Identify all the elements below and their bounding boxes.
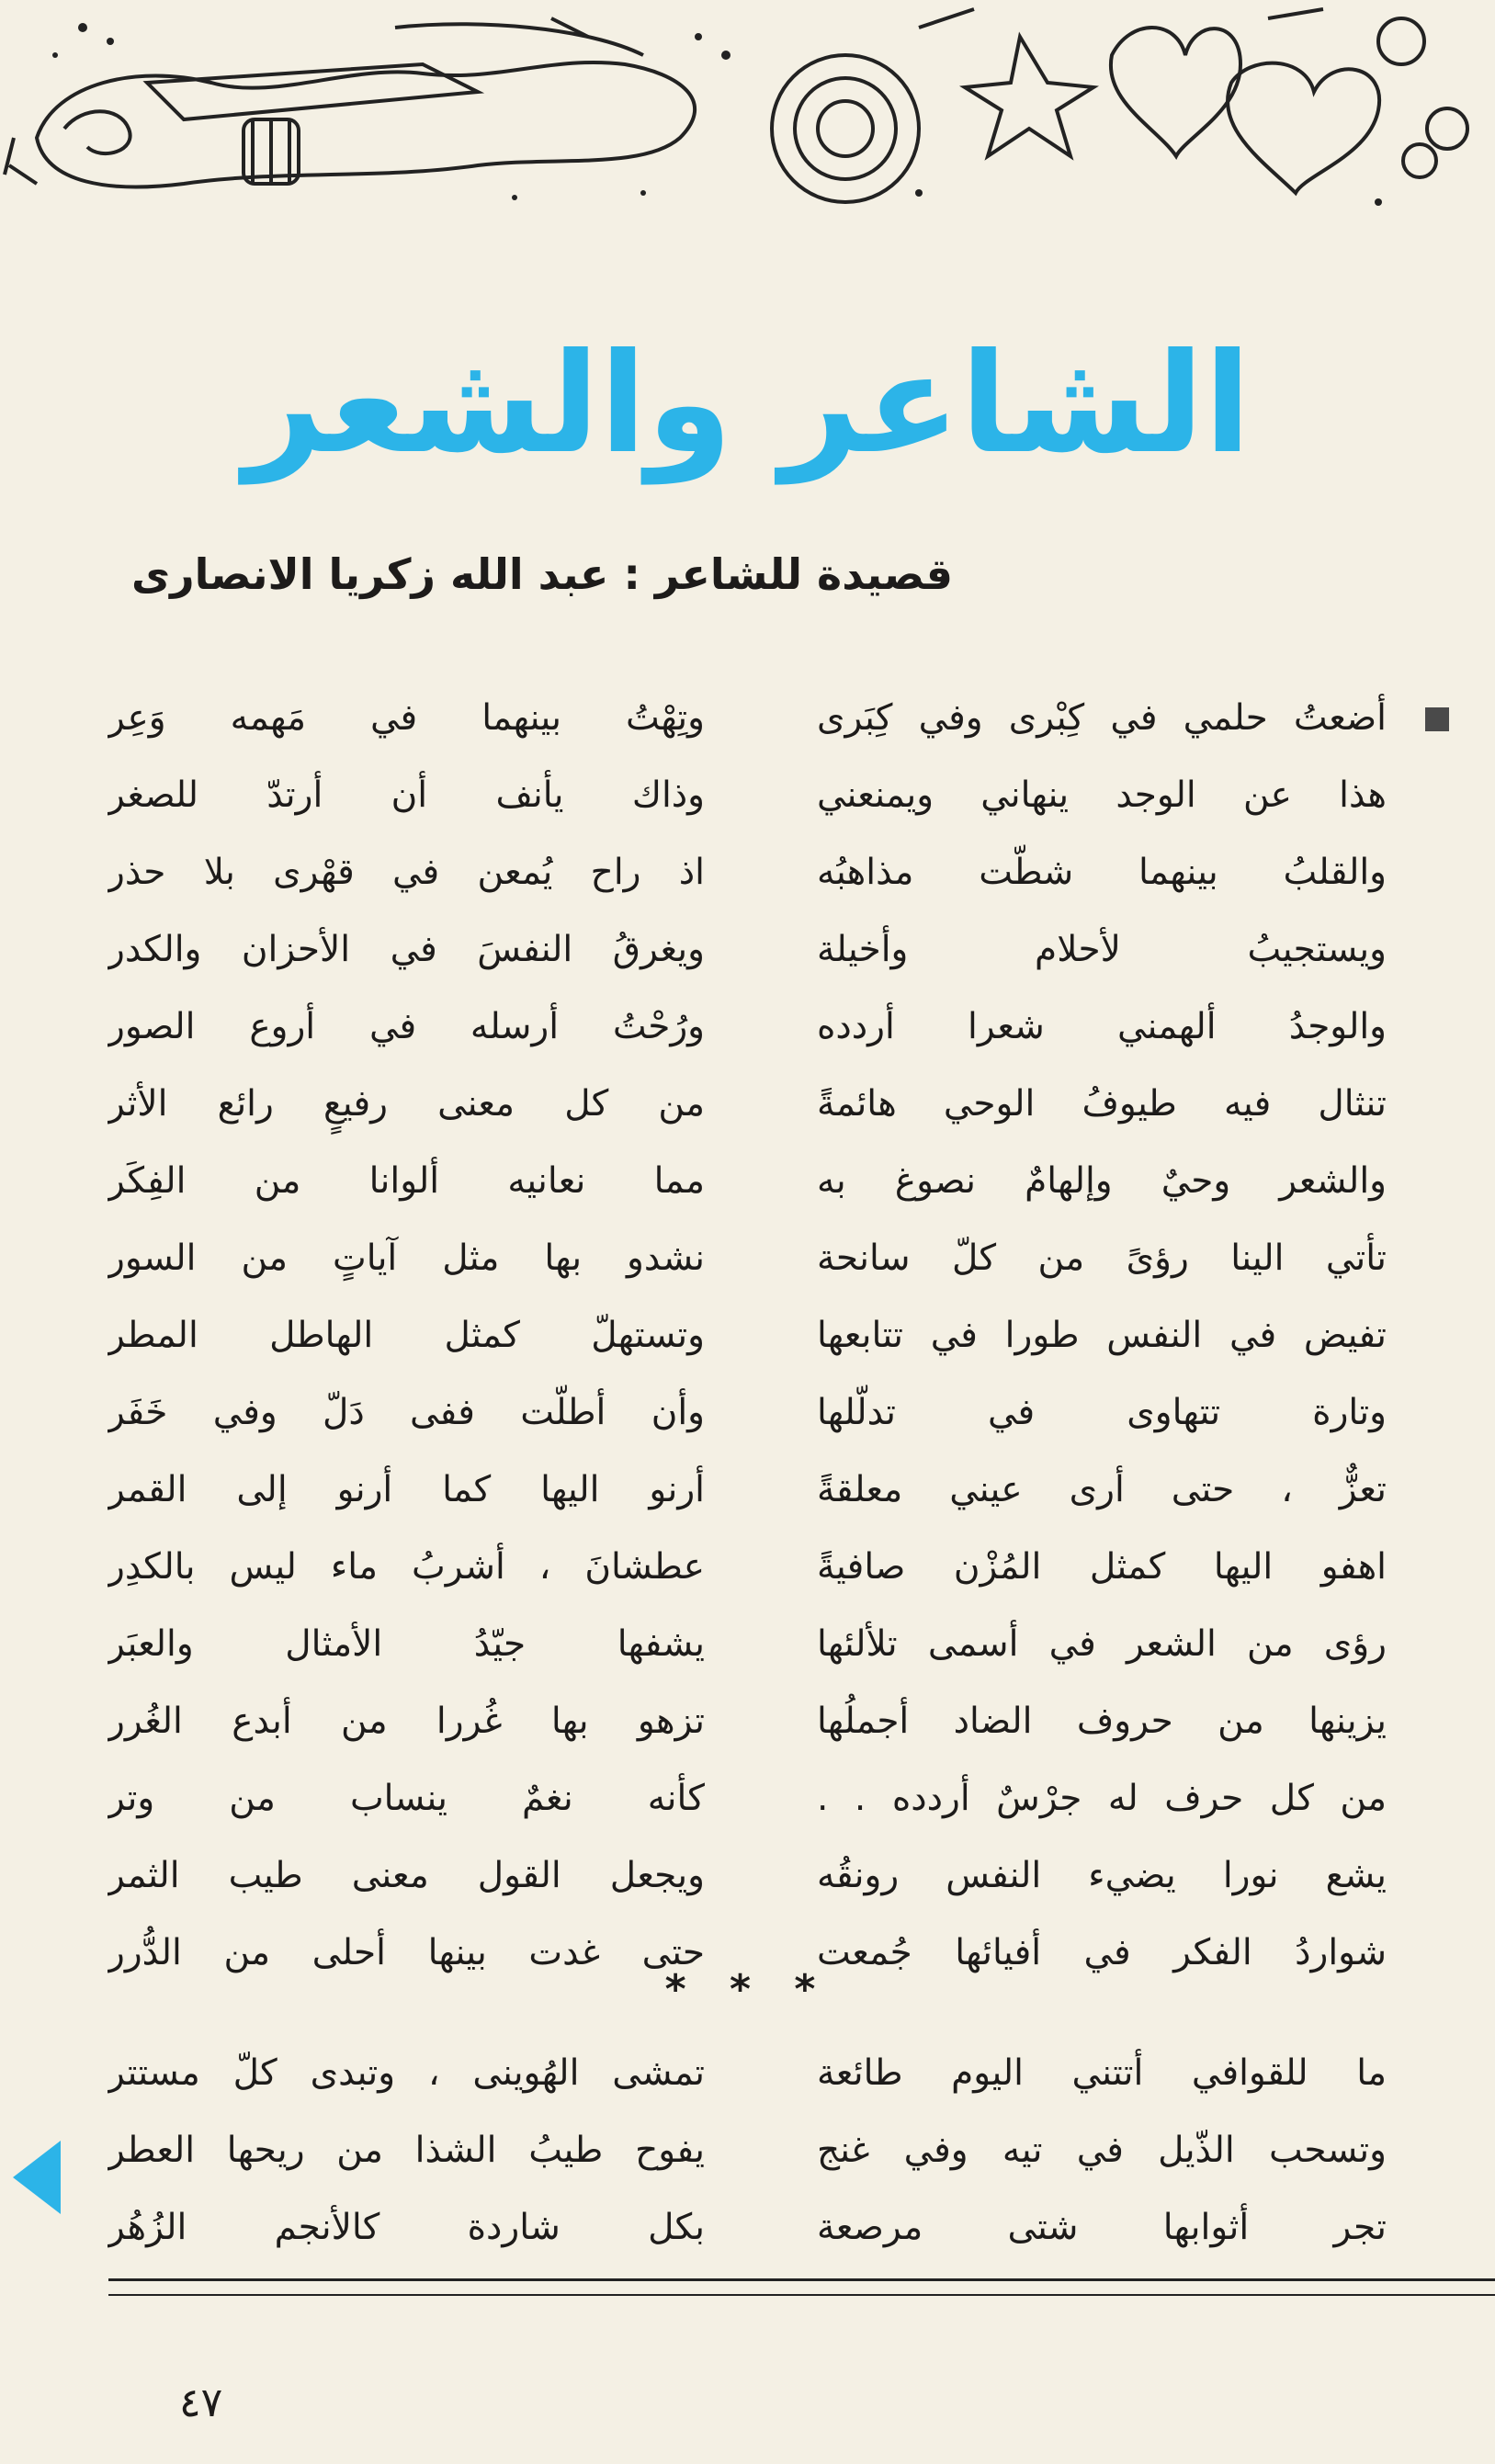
verse-line: يفوح طيبُ الشذا من ريحها العطر [108, 2130, 705, 2171]
verse-line: بكل شاردة كالأنجم الزُهُر [108, 2207, 705, 2248]
verse-line: وذاك يأنف أن أرتدّ للصغر [108, 774, 705, 816]
verse-line: تنثال فيه طيوفُ الوحي هائمةً [817, 1083, 1387, 1125]
verse-line: وتستهلّ كمثل الهاطل المطر [108, 1315, 705, 1356]
verse-line: شواردُ الفكر في أفيائها جُمعت [817, 1932, 1387, 1973]
continue-arrow-icon [13, 2141, 61, 2214]
verse-line: عطشانَ ، أشربُ ماء ليس بالكدِر [108, 1546, 705, 1588]
verse-line: كأنه نغمٌ ينساب من وتر [108, 1778, 705, 1819]
verse-line: اذ راح يُمعن في قهْرى بلا حذر [108, 852, 705, 893]
verse-line: نشدو بها مثل آياتٍ من السور [108, 1238, 705, 1279]
verse-line: وأن أطلّت ففى دَلّ وفي خَفَر [108, 1392, 705, 1433]
article-title: الشاعر والشعر [244, 324, 1251, 484]
verse-line: رؤى من الشعر في أسمى تلألئها [817, 1623, 1387, 1665]
square-bullet-icon [1425, 707, 1449, 731]
verse-line: من كل حرف له جرْسٌ أردده . . [817, 1778, 1387, 1819]
poem-column-right [817, 680, 1387, 1992]
verse-line: ويستجيبُ لأحلام وأخيلة [817, 929, 1387, 970]
verse-line: والشعر وحيٌ وإلهامٌ نصوغ به [817, 1160, 1387, 1202]
page-number: ٤٧ [179, 2379, 223, 2426]
verse-line: تجر أثوابها شتى مرصعة [817, 2207, 1387, 2248]
verse-line: وتسحب الذّيل في تيه وفي غنج [817, 2130, 1387, 2171]
poem-column-left-continued [108, 2035, 705, 2266]
verse-line: يشفها جيّدُ الأمثال والعبَر [108, 1623, 705, 1665]
verse-line: وتارة تتهاوى في تدلّلها [817, 1392, 1387, 1433]
verse-line: مما نعانيه ألوانا من الفِكَر [108, 1160, 705, 1202]
verse-line: يزينها من حروف الضاد أجملُها [817, 1701, 1387, 1742]
footer-rule [108, 2294, 1495, 2296]
verse-line: تزهو بها غُررا من أبدع الغُرر [108, 1701, 705, 1742]
verse-line: هذا عن الوجد ينهاني ويمنعني [817, 774, 1387, 816]
verse-line: والقلبُ بينهما شطّت مذاهبُه [817, 852, 1387, 893]
verse-line: أضعتُ حلمي في كِبْرى وفي كِبَرى [817, 697, 1387, 739]
verse-line: وتِهْتُ بينهما في مَهمه وَعِر [108, 697, 705, 739]
verse-line: تفيض في النفس طورا في تتابعها [817, 1315, 1387, 1356]
verse-line: تمشى الهُوينى ، وتبدى كلّ مستتر [108, 2052, 705, 2094]
verse-line: من كل معنى رفيعٍ رائع الأثر [108, 1083, 705, 1125]
verse-line: تأتي الينا رؤىً من كلّ سانحة [817, 1238, 1387, 1279]
verse-line: ما للقوافي أتتني اليوم طائعة [817, 2052, 1387, 2094]
verse-line: حتى غدت بينها أحلى من الدُّرر [108, 1932, 705, 1973]
poem-byline: قصيدة للشاعر : عبد الله زكريا الانصارى [130, 549, 953, 599]
poem-column-right-continued [817, 2035, 1387, 2266]
verse-line: أرنو اليها كما أرنو إلى القمر [108, 1469, 705, 1510]
verse-line: ويغرقُ النفسَ في الأحزان والكدر [108, 929, 705, 970]
section-separator: * * * [664, 1966, 831, 2013]
verse-line: اهفو اليها كمثل المُزْن صافيةً [817, 1546, 1387, 1588]
decorative-banner [0, 0, 1495, 216]
verse-line: ورُحْتُ أرسله في أروع الصور [108, 1006, 705, 1047]
footer-rule [108, 2278, 1495, 2281]
verse-line: ويجعل القول معنى طيب الثمر [108, 1855, 705, 1896]
verse-line: والوجدُ ألهمني شعرا أردده [817, 1006, 1387, 1047]
verse-line: يشع نورا يضيء النفس رونقُه [817, 1855, 1387, 1896]
verse-line: تعزٌّ ، حتى أرى عيني معلقةً [817, 1469, 1387, 1510]
poem-column-left [108, 680, 705, 1992]
